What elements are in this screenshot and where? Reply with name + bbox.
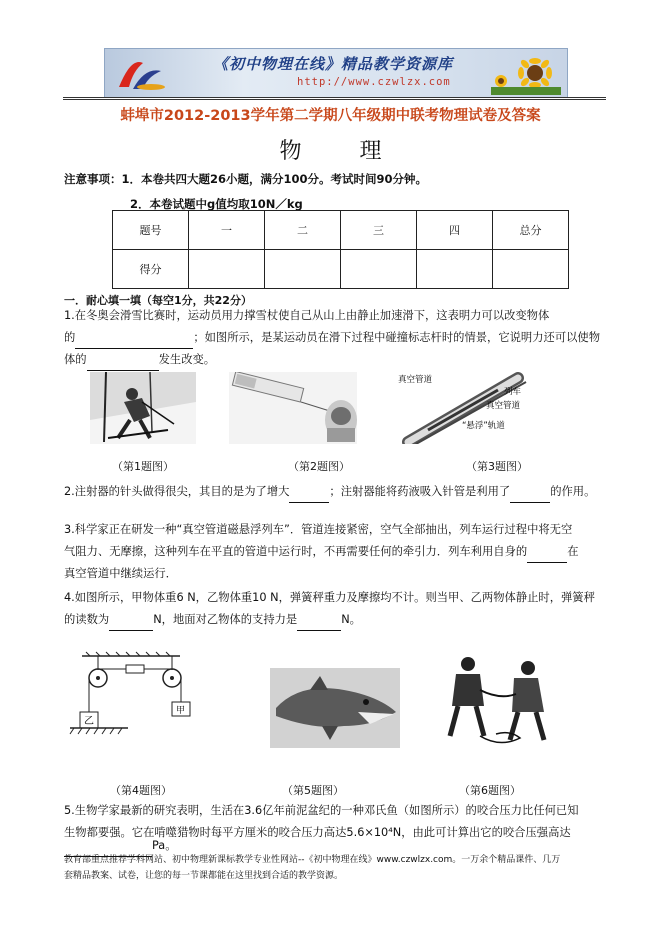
score-cell[interactable] (189, 250, 265, 289)
fig3-label-track: “悬浮”轨道 (462, 421, 505, 431)
header-divider-top (63, 97, 606, 98)
fig2-caption: （第2题图） (288, 460, 350, 473)
q3-line-3: 真空管道中继续运行． (64, 567, 177, 580)
fig3-label-tube-2: 真空管道 (486, 401, 521, 411)
fig3-label-train: 列车 (504, 387, 522, 397)
footer-line-1: 教育部重点推荐学科网站、初中物理新课标教学专业性网站--《初中物理在线》www.czwlzx.com。一万余个精品课件、几万 (64, 855, 561, 865)
answer-blank[interactable] (289, 488, 329, 503)
score-table-header-cell: 题号 (113, 211, 189, 250)
fig3-caption: （第3题图） (466, 460, 528, 473)
section-1-heading: 一．耐心填一填（每空1分，共22分） (64, 294, 252, 307)
score-cell[interactable] (341, 250, 417, 289)
q5-line-2: 生物都要强。它在啃噬猎物时每平方厘米的咬合压力高达5.6×10⁴N，由此可计算出它的咬合压强高达 (64, 826, 571, 839)
footer-line-2: 套精品教案、试卷，让您的每一节课都能在这里找到合适的教学资源。 (64, 871, 344, 881)
question-4 (64, 587, 609, 631)
fig5-caption: （第5题图） (282, 784, 344, 797)
skier-image (90, 372, 196, 444)
score-table-score-row (113, 250, 569, 289)
q5-line-1: 5.生物学家最新的研究表明，生活在3.6亿年前泥盆纪的一种邓氏鱼（如图所示）的咬合压力比任何已知 (64, 804, 579, 817)
score-table-header-cell: 二 (265, 211, 341, 250)
fig4-caption: （第4题图） (110, 784, 172, 797)
score-cell[interactable] (417, 250, 493, 289)
fig6-caption: （第6题图） (459, 784, 521, 797)
tug-of-war-image (440, 650, 556, 750)
banner-url[interactable]: http://www.czwlzx.com (297, 76, 451, 88)
answer-blank[interactable] (109, 616, 153, 631)
fig3-label-tube: 真空管道 (398, 375, 433, 385)
answer-blank[interactable] (297, 616, 341, 631)
fig4-label-jia: 甲 (176, 706, 186, 716)
syringe-image (229, 372, 357, 444)
sunflower-icon (483, 51, 563, 95)
vacuum-maglev-tube-image (388, 372, 536, 444)
score-table-header-cell: 三 (341, 211, 417, 250)
score-row-label: 得分 (113, 250, 189, 289)
q1-line-1: 1.在冬奥会滑雪比赛时，运动员用力撑雪杖使自己从山上由静止加速滑下，这表明力可以改变物体 (64, 309, 550, 322)
q4-line-2: 的读数为 N，地面对乙物体的支持力是 N。 (64, 609, 609, 631)
question-3 (64, 519, 609, 585)
q3-line-1: 3.科学家正在研发一种“真空管道磁悬浮列车”．管道连接紧密，空气全部抽出，列车运行过程中将无空 (64, 523, 573, 536)
page-footer (64, 852, 609, 884)
q3-line-2: 气阻力、无摩擦，这种列车在平直的管道中运行时，不再需要任何的牵引力．列车利用自身的 在 (64, 541, 609, 563)
note-line-2: 2．本卷试题中g值均取10N／kg (130, 197, 303, 211)
score-table (112, 210, 569, 289)
score-table-header-cell: 一 (189, 211, 265, 250)
score-table-header-cell: 总分 (493, 211, 569, 250)
score-cell[interactable] (265, 250, 341, 289)
fig1-caption: （第1题图） (112, 460, 174, 473)
site-banner (104, 48, 568, 98)
score-table-header-row (113, 211, 569, 250)
score-cell[interactable] (493, 250, 569, 289)
header-divider-bottom (63, 99, 606, 100)
question-5-answer-line: Pa。 (64, 835, 609, 857)
pulley-diagram (68, 650, 196, 744)
q1-line-2: 的 ；如图所示，是某运动员在滑下过程中碰撞标志杆时的情景，它说明力还可以使物 (64, 327, 609, 349)
q1-line-3: 体的 发生改变。 (64, 349, 609, 371)
question-2: 2.注射器的针头做得很尖，其目的是为了增大 ；注射器能将药液吸入针管是利用了 的作用。 (64, 481, 609, 503)
q4-line-1: 4.如图所示，甲物体重6 N，乙物体重10 N，弹簧秤重力及摩擦均不计。则当甲、乙两物体静止时，弹簧秤 (64, 591, 595, 604)
question-1 (64, 305, 609, 371)
subject-heading: 物理 (279, 139, 440, 164)
site-logo-icon (111, 53, 171, 93)
banner-title: 《初中物理在线》精品教学资源库 (213, 55, 454, 73)
exam-title: 蚌埠市2012-2013学年第二学期八年级期中联考物理试卷及答案 (120, 108, 541, 124)
answer-blank[interactable] (87, 356, 159, 371)
score-table-header-cell: 四 (417, 211, 493, 250)
answer-blank[interactable] (510, 488, 550, 503)
answer-blank[interactable] (527, 548, 567, 563)
fig4-label-yi: 乙 (84, 716, 94, 727)
note-line-1: 注意事项：1．本卷共四大题26小题，满分100分。考试时间90分钟。 (64, 172, 428, 186)
dunkleosteus-fish-image (270, 668, 400, 748)
answer-blank[interactable] (75, 334, 193, 349)
